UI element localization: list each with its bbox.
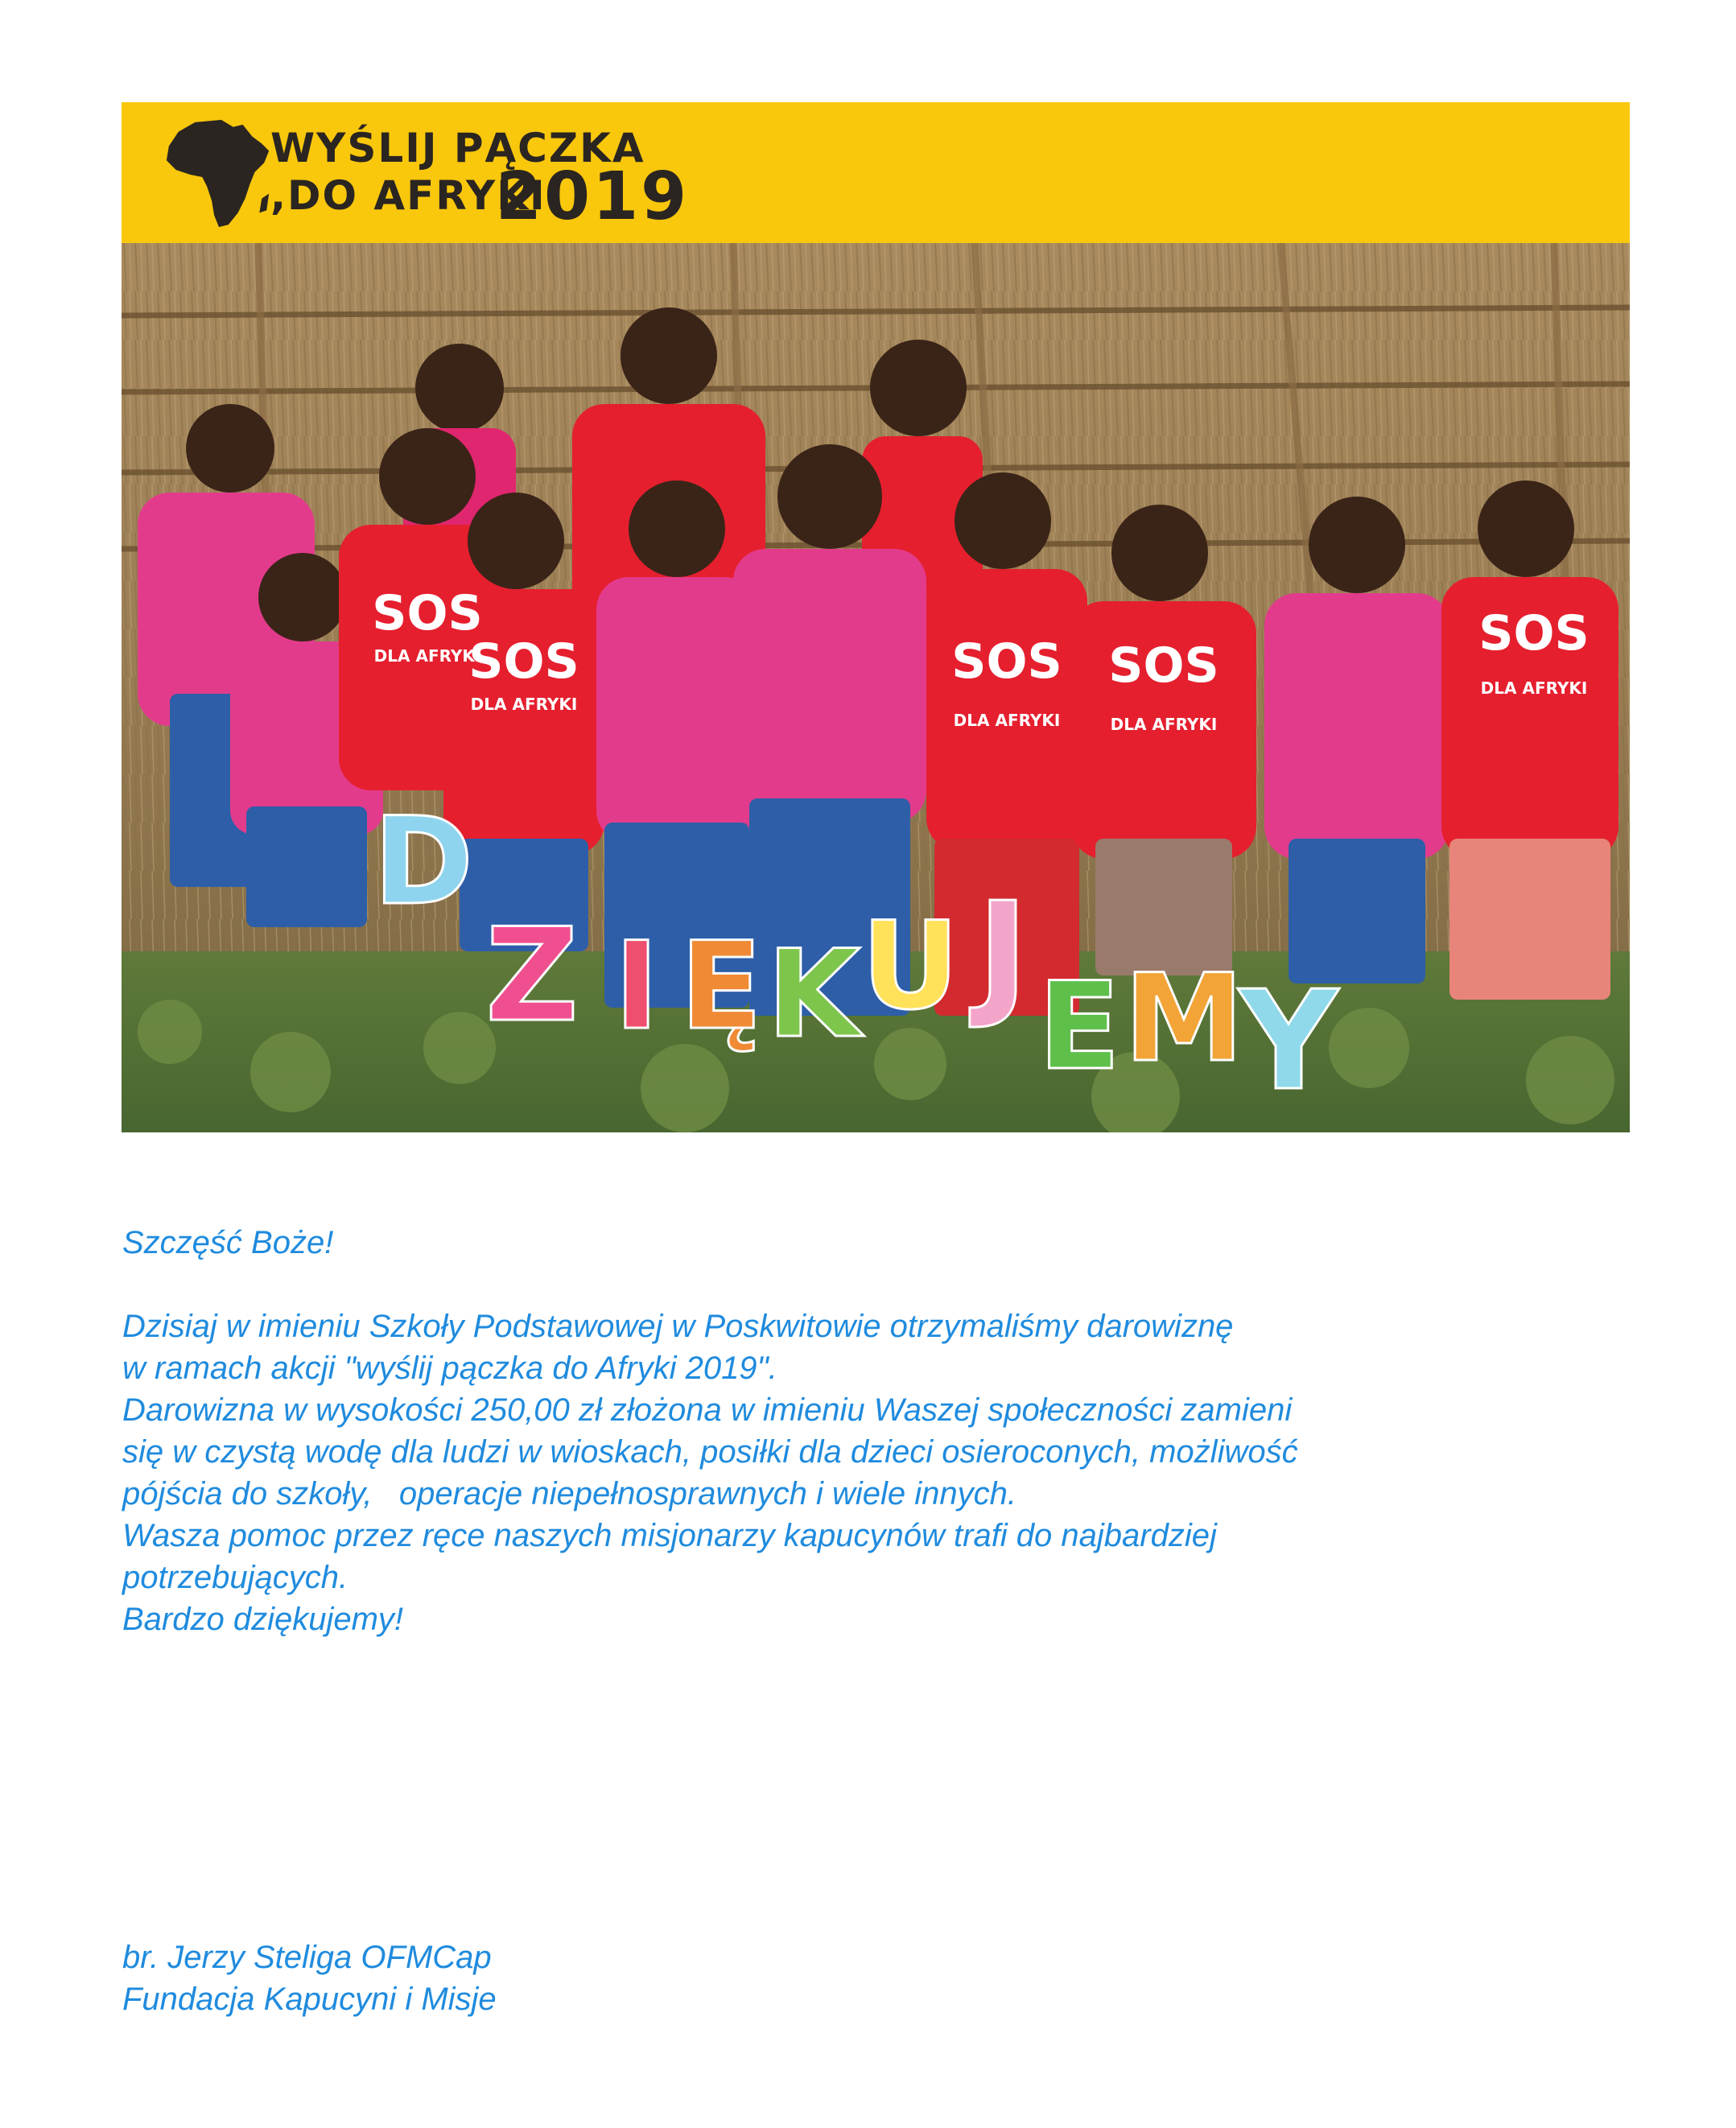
thank-you-letter: [122, 1222, 1627, 1640]
letter-e: E: [1037, 957, 1121, 1097]
letter-closing: Bardzo dziękujemy!: [122, 1602, 404, 1637]
letter-line: się w czystą wodę dla ludzi w wioskach, posiłki dla dzieci osieroconych, możliwość: [122, 1434, 1298, 1470]
letter-e-ogonek: Ę: [679, 917, 763, 1057]
greeting: Szczęść Boże!: [122, 1225, 334, 1260]
signature-organization: Fundacja Kapucyni i Misje: [122, 1982, 497, 2017]
letter-k: K: [766, 925, 861, 1065]
shirt-sos-text: SOS: [951, 633, 1062, 690]
logo-title-line2: ,DO AFRYKI: [270, 172, 546, 219]
letter-line: Wasza pomoc przez ręce naszych misjonarzy kapucynów trafi do najbardziej: [122, 1518, 1217, 1553]
thank-you-banner: [122, 102, 1630, 1132]
letter-line: pójścia do szkoły, operacje niepełnosprawnych i wiele innych.: [122, 1476, 1016, 1511]
letter-z: Z: [485, 900, 579, 1050]
letter-u: U: [861, 897, 959, 1037]
signature-block: [122, 1936, 497, 2020]
africa-map-icon: [159, 115, 279, 234]
shirt-sos-text: SOS: [372, 585, 483, 641]
letter-line: Darowizna w wysokości 250,00 zł złożona w imieniu Waszej społeczności zamieni: [122, 1392, 1293, 1428]
letter-line: Dzisiaj w imieniu Szkoły Podstawowej w Poskwitowie otrzymaliśmy darowiznę: [122, 1309, 1234, 1344]
logo-year: 2019: [496, 159, 690, 235]
group-of-children-photo: [122, 243, 1630, 1132]
logo-title-line1: WYŚLIJ PĄCZKA: [270, 125, 645, 171]
letter-m: M: [1124, 949, 1244, 1089]
letter-line: w ramach akcji "wyślij pączka do Afryki 2019".: [122, 1351, 777, 1386]
letter-line: potrzebujących.: [122, 1560, 348, 1595]
shirt-sos-text: SOS: [1478, 605, 1590, 662]
shirt-sos-text: SOS: [1108, 637, 1219, 694]
shirt-subtext: DLA AFRYKI: [953, 711, 1061, 730]
campaign-logo-bar: [122, 102, 1630, 243]
shirt-subtext: DLA AFRYKI: [373, 646, 481, 666]
letter-y: Y: [1239, 962, 1338, 1121]
shirt-subtext: DLA AFRYKI: [470, 695, 578, 714]
shirt-subtext: DLA AFRYKI: [1480, 678, 1588, 698]
letter-j: J: [977, 873, 1029, 1033]
signature-name: br. Jerzy Steliga OFMCap: [122, 1940, 492, 1975]
shirt-sos-text: SOS: [468, 633, 579, 690]
letter-i: I: [614, 917, 659, 1057]
letter-d: D: [373, 792, 474, 932]
shirt-subtext: DLA AFRYKI: [1110, 715, 1218, 734]
